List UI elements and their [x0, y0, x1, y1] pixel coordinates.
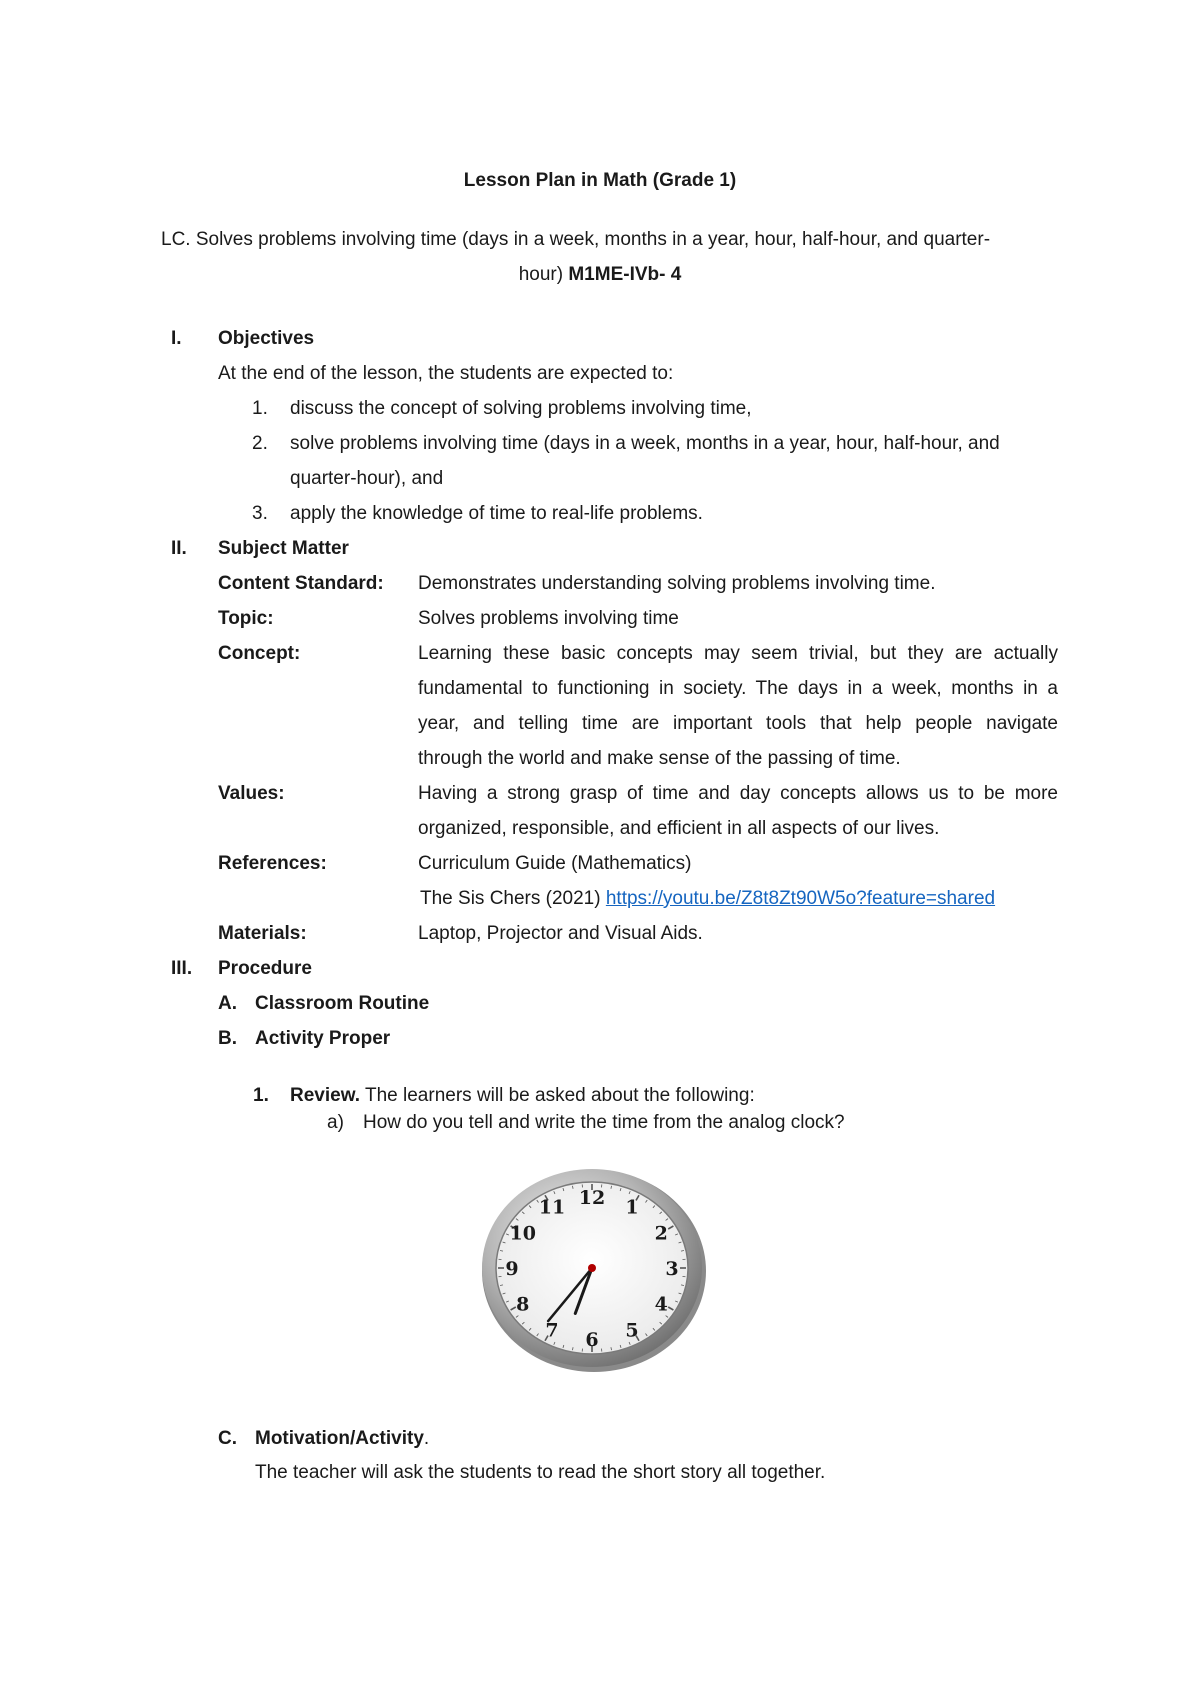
objective-2-text-cont: quarter-hour), and — [290, 468, 444, 489]
procedure-heading: Procedure — [218, 958, 312, 979]
references-label: References: — [218, 853, 327, 874]
learning-competency-line1: LC. Solves problems involving time (days in a week, months in a year, hour, half-hour, and quarter- — [161, 229, 991, 250]
review-num: 1. — [253, 1085, 269, 1106]
activity-proper-heading: Activity Proper — [255, 1028, 391, 1049]
motivation-heading-line — [255, 1428, 429, 1450]
section-roman-i: I. — [171, 328, 182, 349]
section-roman-iii: III. — [171, 958, 193, 979]
clock-numeral-3: 3 — [665, 1258, 679, 1280]
concept-line-2: fundamental to functioning in society. The days in a week, months in a — [418, 678, 1058, 699]
review-line — [290, 1085, 755, 1107]
classroom-routine-heading: Classroom Routine — [255, 993, 430, 1014]
objective-1-text: discuss the concept of solving problems involving time, — [290, 398, 752, 419]
learning-competency-line2 — [0, 264, 1200, 286]
reference-2-author: The Sis Chers (2021) — [420, 888, 606, 909]
document-title: Lesson Plan in Math (Grade 1) — [463, 170, 737, 191]
section-roman-ii: II. — [171, 538, 187, 559]
concept-line-1: Learning these basic concepts may seem trivial, but they are actually — [418, 643, 1058, 664]
objective-2-text: solve problems involving time (days in a week, months in a year, hour, half-hour, and — [290, 433, 1000, 454]
objective-3-num: 3. — [252, 503, 268, 524]
objectives-heading: Objectives — [218, 328, 315, 349]
analog-clock — [478, 1163, 706, 1373]
materials-value: Laptop, Projector and Visual Aids. — [418, 923, 703, 944]
objectives-intro: At the end of the lesson, the students are expected to: — [218, 363, 674, 384]
clock-numeral-11: 11 — [538, 1196, 566, 1219]
clock-numeral-8: 8 — [516, 1293, 530, 1316]
reference-video-link[interactable]: https://youtu.be/Z8t8Zt90W5o?feature=shared — [605, 888, 996, 909]
concept-line-3: year, and telling time are important tools that help people navigate — [418, 713, 1058, 734]
materials-label: Materials: — [218, 923, 307, 944]
reference-2 — [420, 888, 995, 910]
clock-numeral-4: 4 — [654, 1293, 668, 1316]
reference-1: Curriculum Guide (Mathematics) — [418, 853, 692, 874]
topic-value: Solves problems involving time — [418, 608, 679, 629]
concept-label: Concept: — [218, 643, 301, 664]
review-question-letter: a) — [327, 1112, 344, 1133]
objective-3-text: apply the knowledge of time to real-life problems. — [290, 503, 703, 524]
clock-numeral-5: 5 — [625, 1319, 639, 1342]
subject-matter-heading: Subject Matter — [218, 538, 349, 559]
review-text: The learners will be asked about the following: — [360, 1085, 755, 1106]
review-label: Review. — [290, 1085, 361, 1106]
concept-line-4: through the world and make sense of the passing of time. — [418, 748, 901, 769]
lc-line2-text: hour) — [518, 264, 569, 285]
motivation-description: The teacher will ask the students to read the short story all together. — [255, 1462, 826, 1483]
topic-label: Topic: — [218, 608, 274, 629]
clock-numeral-2: 2 — [654, 1222, 668, 1245]
motivation-heading: Motivation/Activity — [255, 1428, 424, 1449]
clock-numeral-6: 6 — [585, 1329, 599, 1351]
review-question: How do you tell and write the time from the analog clock? — [363, 1112, 845, 1133]
clock-numeral-10: 10 — [509, 1222, 536, 1245]
values-line-1: Having a strong grasp of time and day concepts allows us to be more — [418, 783, 1058, 804]
objective-2-num: 2. — [252, 433, 268, 454]
clock-numeral-7: 7 — [545, 1319, 559, 1342]
procedure-c-letter: C. — [218, 1428, 237, 1449]
motivation-period: . — [423, 1428, 430, 1449]
clock-numeral-12: 12 — [578, 1187, 606, 1209]
clock-center-pin — [588, 1264, 596, 1272]
procedure-b-letter: B. — [218, 1028, 237, 1049]
analog-clock-image — [478, 1163, 706, 1379]
values-label: Values: — [218, 783, 285, 804]
values-line-2: organized, responsible, and efficient in all aspects of our lives. — [418, 818, 940, 839]
objective-1-num: 1. — [252, 398, 268, 419]
clock-numeral-1: 1 — [625, 1196, 639, 1219]
content-standard-value: Demonstrates understanding solving problems involving time. — [418, 573, 936, 594]
lc-code: M1ME-IVb- 4 — [568, 264, 682, 285]
procedure-a-letter: A. — [218, 993, 237, 1014]
content-standard-label: Content Standard: — [218, 573, 384, 594]
clock-numeral-9: 9 — [505, 1258, 519, 1280]
